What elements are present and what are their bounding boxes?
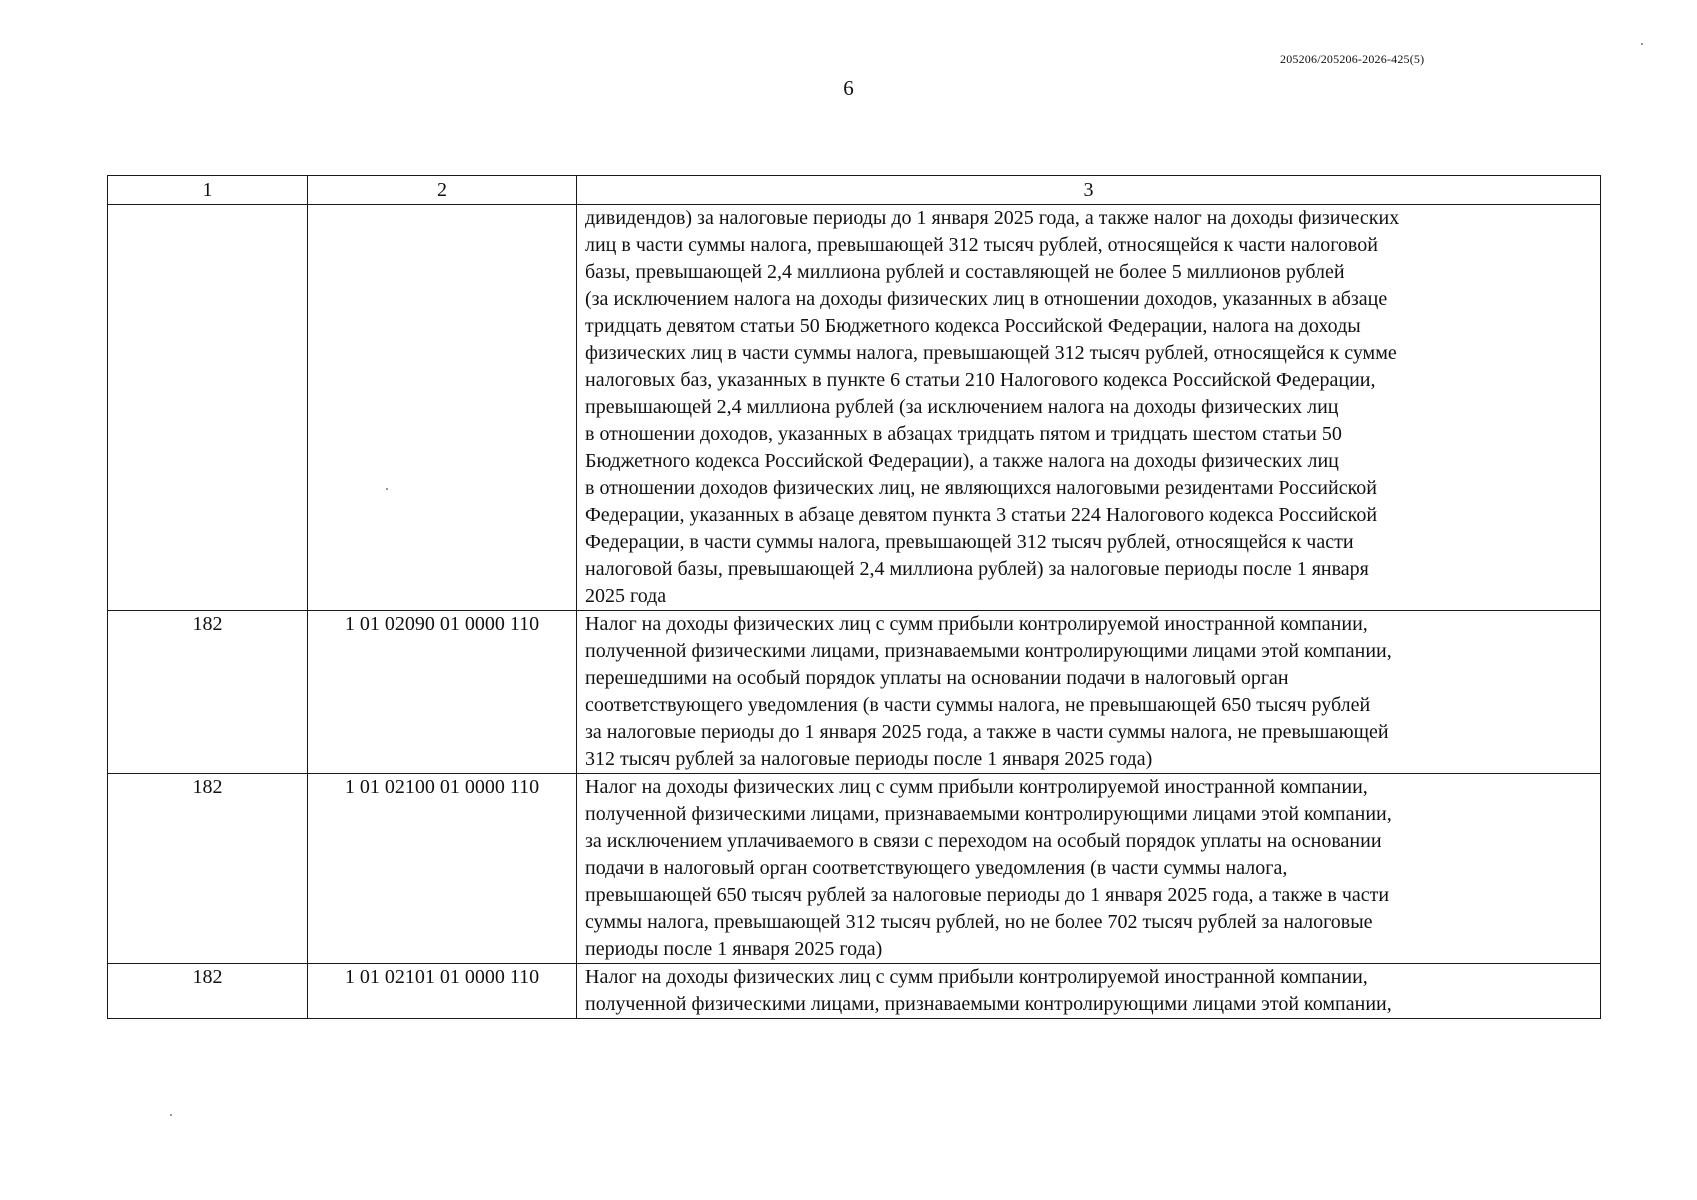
description-cell <box>577 611 1601 774</box>
description-line: (за исключением налога на доходы физических лиц в отношении доходов, указанных в абзаце <box>585 288 1388 310</box>
scan-speck <box>386 488 388 490</box>
description-line: дивидендов) за налоговые периоды до 1 января 2025 года, а также налог на доходы физических <box>585 207 1400 229</box>
description-line: за исключением уплачиваемого в связи с переходом на особый порядок уплаты на основании <box>585 830 1382 852</box>
document-id: 205206/205206-2026-425(5) <box>1280 52 1425 66</box>
scan-speck <box>1641 43 1643 45</box>
table-row <box>108 611 1601 774</box>
table-row <box>108 205 1601 611</box>
description-line: в отношении доходов физических лиц, не являющихся налоговыми резидентами Российской <box>585 477 1377 499</box>
description-line: тридцать девятом статьи 50 Бюджетного кодекса Российской Федерации, налога на доходы <box>585 315 1361 337</box>
table-row <box>108 774 1601 964</box>
description-line: превышающей 2,4 миллиона рублей (за исключением налога на доходы физических лиц <box>585 396 1339 418</box>
budget-classification-code-cell: 1 01 02090 01 0000 110 <box>308 611 577 774</box>
description-cell <box>577 205 1601 611</box>
description-line: полученной физическими лицами, признаваемыми контролирующими лицами этой компании, <box>585 803 1392 825</box>
description-line: Налог на доходы физических лиц с сумм прибыли контролируемой иностранной компании, <box>585 613 1368 635</box>
admin-code-cell: 182 <box>108 611 308 774</box>
description-line: за налоговые периоды до 1 января 2025 года, а также в части суммы налога, не превышающей <box>585 721 1389 743</box>
description-line: соответствующего уведомления (в части суммы налога, не превышающей 650 тысяч рублей <box>585 694 1371 716</box>
scan-speck <box>170 1114 172 1116</box>
description-line: лиц в части суммы налога, превышающей 312 тысяч рублей, относящейся к части налоговой <box>585 234 1378 256</box>
admin-code-cell: 182 <box>108 774 308 964</box>
description-line: периоды после 1 января 2025 года) <box>585 938 883 960</box>
description-line: полученной физическими лицами, признаваемыми контролирующими лицами этой компании, <box>585 993 1392 1015</box>
table-header-row <box>108 176 1601 205</box>
description-line: перешедшими на особый порядок уплаты на основании подачи в налоговый орган <box>585 667 1289 689</box>
description-line: полученной физическими лицами, признаваемыми контролирующими лицами этой компании, <box>585 640 1392 662</box>
description-line: 2025 года <box>585 585 667 607</box>
description-line: Налог на доходы физических лиц с сумм прибыли контролируемой иностранной компании, <box>585 776 1368 798</box>
description-line: базы, превышающей 2,4 миллиона рублей и составляющей не более 5 миллионов рублей <box>585 261 1345 283</box>
description-line: налоговых баз, указанных в пункте 6 статьи 210 Налогового кодекса Российской Федерации, <box>585 369 1376 391</box>
description-line: превышающей 650 тысяч рублей за налоговые периоды до 1 января 2025 года, а также в части <box>585 884 1390 906</box>
description-line: Бюджетного кодекса Российской Федерации), а также налога на доходы физических лиц <box>585 450 1339 472</box>
budget-classification-code-cell: 1 01 02101 01 0000 110 <box>308 964 577 1019</box>
description-line: Федерации, в части суммы налога, превышающей 312 тысяч рублей, относящейся к части <box>585 531 1354 553</box>
description-line: в отношении доходов, указанных в абзацах тридцать пятом и тридцать шестом статьи 50 <box>585 423 1342 445</box>
budget-classification-code-cell <box>308 205 577 611</box>
description-cell <box>577 964 1601 1019</box>
column-header-3: 3 <box>577 176 1601 205</box>
table-row <box>108 964 1601 1019</box>
page-number: 6 <box>843 76 854 100</box>
budget-classification-code-cell: 1 01 02100 01 0000 110 <box>308 774 577 964</box>
description-line: физических лиц в части суммы налога, превышающей 312 тысяч рублей, относящейся к сумме <box>585 342 1397 364</box>
column-header-1: 1 <box>108 176 308 205</box>
admin-code-cell <box>108 205 308 611</box>
description-cell <box>577 774 1601 964</box>
description-line: налоговой базы, превышающей 2,4 миллиона рублей) за налоговые периоды после 1 января <box>585 558 1369 580</box>
description-line: суммы налога, превышающей 312 тысяч рублей, но не более 702 тысяч рублей за налоговые <box>585 911 1373 933</box>
column-header-2: 2 <box>308 176 577 205</box>
admin-code-cell: 182 <box>108 964 308 1019</box>
description-line: 312 тысяч рублей за налоговые периоды после 1 января 2025 года) <box>585 748 1153 770</box>
budget-codes-table <box>107 175 1601 1019</box>
description-line: подачи в налоговый орган соответствующего уведомления (в части суммы налога, <box>585 857 1288 879</box>
description-line: Федерации, указанных в абзаце девятом пункта 3 статьи 224 Налогового кодекса Российской <box>585 504 1378 526</box>
description-line: Налог на доходы физических лиц с сумм прибыли контролируемой иностранной компании, <box>585 966 1368 988</box>
